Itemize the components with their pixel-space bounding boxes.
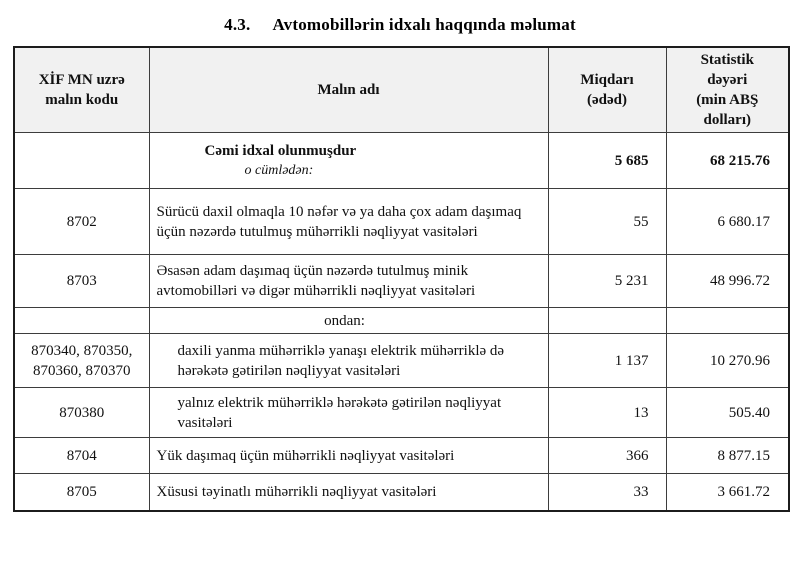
cell-qty: 33 bbox=[548, 474, 666, 511]
table-header bbox=[14, 47, 789, 133]
cell-name: Əsasən adam daşımaq üçün nəzərdə tutulmuş minik avtomobilləri və digər mühərrikli nəqliyyat vasitələri bbox=[149, 255, 548, 308]
header-line: XİF MN uzrə bbox=[38, 72, 125, 88]
cell-code: 870340, 870350, 870360, 870370 bbox=[14, 334, 149, 388]
header-code-column bbox=[14, 47, 149, 133]
table-row-subheading bbox=[14, 308, 789, 334]
table-row-total bbox=[14, 133, 789, 189]
cell-value: 8 877.15 bbox=[666, 438, 789, 474]
cell-name: daxili yanma mühərriklə yanaşı elektrik mühərriklə də hərəkətə gətirilən nəqliyyat vasitələri bbox=[149, 334, 548, 388]
cell-qty: 5 685 bbox=[548, 133, 666, 189]
table-row bbox=[14, 334, 789, 388]
import-data-table bbox=[13, 46, 790, 512]
table-body bbox=[14, 133, 789, 511]
cell-name: Sürücü daxil olmaqla 10 nəfər və ya daha çox adam daşımaq üçün nəzərdə tutulmuş mühərrikli nəqliyyat vasitələri bbox=[149, 189, 548, 255]
table-row bbox=[14, 438, 789, 474]
section-title-text: Avtomobillərin idxalı haqqında məlumat bbox=[272, 15, 576, 34]
header-qty-column bbox=[548, 47, 666, 133]
header-line: dəyəri bbox=[707, 72, 748, 88]
cell-value: 6 680.17 bbox=[666, 189, 789, 255]
header-value-column bbox=[666, 47, 789, 133]
cell-code bbox=[14, 308, 149, 334]
cell-name bbox=[149, 133, 548, 189]
total-label: Cəmi idxal olunmuşdur bbox=[204, 142, 357, 159]
cell-qty bbox=[548, 308, 666, 334]
header-row bbox=[14, 47, 789, 133]
header-line: (ədəd) bbox=[587, 92, 627, 108]
document-page bbox=[0, 15, 800, 565]
header-line: malın kodu bbox=[45, 92, 119, 108]
table-row bbox=[14, 255, 789, 308]
cell-value bbox=[666, 308, 789, 334]
header-line: Malın adı bbox=[317, 82, 380, 98]
cell-qty: 13 bbox=[548, 388, 666, 438]
section-number: 4.3. bbox=[224, 15, 251, 34]
cell-code: 8703 bbox=[14, 255, 149, 308]
header-line: Miqdarı bbox=[580, 72, 634, 88]
table-row bbox=[14, 189, 789, 255]
cell-subheading: ondan: bbox=[149, 308, 548, 334]
table-row bbox=[14, 388, 789, 438]
section-title bbox=[0, 15, 800, 35]
table-row bbox=[14, 474, 789, 511]
total-note: o cümlədən: bbox=[244, 162, 314, 178]
cell-code: 870380 bbox=[14, 388, 149, 438]
header-name-column bbox=[149, 47, 548, 133]
cell-name: Xüsusi təyinatlı mühərrikli nəqliyyat vasitələri bbox=[149, 474, 548, 511]
cell-code: 8702 bbox=[14, 189, 149, 255]
header-line: (min ABŞ bbox=[696, 92, 759, 108]
cell-qty: 55 bbox=[548, 189, 666, 255]
cell-value: 505.40 bbox=[666, 388, 789, 438]
header-line: Statistik bbox=[700, 52, 754, 68]
cell-qty: 366 bbox=[548, 438, 666, 474]
cell-qty: 5 231 bbox=[548, 255, 666, 308]
cell-code: 8704 bbox=[14, 438, 149, 474]
cell-value: 3 661.72 bbox=[666, 474, 789, 511]
cell-code: 8705 bbox=[14, 474, 149, 511]
cell-value: 10 270.96 bbox=[666, 334, 789, 388]
header-line: dolları) bbox=[703, 112, 751, 128]
cell-value: 68 215.76 bbox=[666, 133, 789, 189]
cell-code bbox=[14, 133, 149, 189]
cell-name: yalnız elektrik mühərriklə hərəkətə gətirilən nəqliyyat vasitələri bbox=[149, 388, 548, 438]
cell-value: 48 996.72 bbox=[666, 255, 789, 308]
cell-name: Yük daşımaq üçün mühərrikli nəqliyyat vasitələri bbox=[149, 438, 548, 474]
cell-qty: 1 137 bbox=[548, 334, 666, 388]
